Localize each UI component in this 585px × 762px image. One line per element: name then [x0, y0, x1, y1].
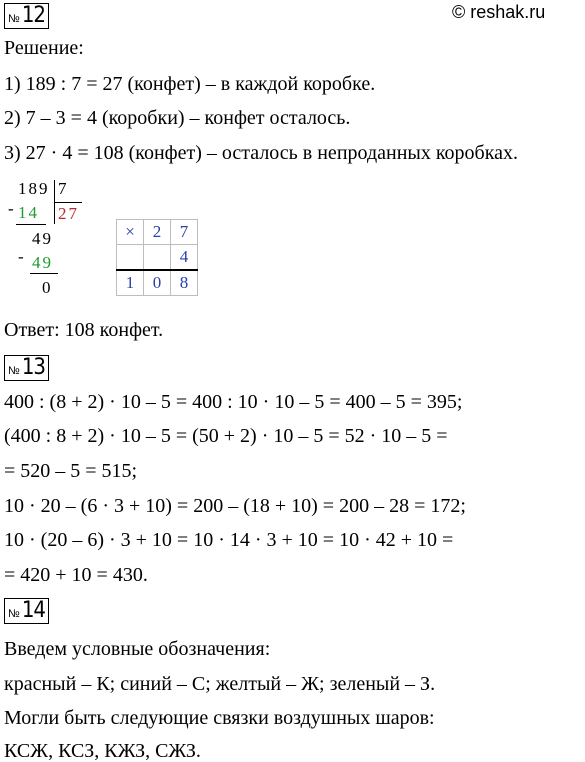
task14-line-2: красный – К; синий – С; желтый – Ж; зеленый – З. [4, 673, 436, 695]
number-sign: № [8, 13, 20, 25]
minus-sign-2: - [18, 247, 26, 266]
step-1: 1) 189 : 7 = 27 (конфет) – в каждой коробке. [4, 73, 376, 95]
product-digit-1: 1 [117, 270, 144, 296]
task13-line-2: (400 : 8 + 2) · 10 – 5 = (50 + 2) · 10 – 5 = 52 · 10 – 5 = [4, 425, 448, 447]
minus-sign-1: - [8, 199, 16, 218]
product-digit-3: 8 [171, 270, 198, 296]
multiplier-digit: 4 [171, 245, 198, 271]
task13-line-6: = 420 + 10 = 430. [4, 564, 148, 586]
step-3: 3) 27 · 4 = 108 (конфет) – осталось в непроданных коробках. [4, 142, 519, 164]
divisor: 7 [58, 179, 69, 198]
task13-line-5: 10 · (20 – 6) · 3 + 10 = 10 · 14 · 3 + 10 = 10 · 42 + 10 = [4, 529, 454, 551]
task-14-badge [4, 598, 49, 624]
task-number: 12 [21, 3, 45, 28]
task-12-badge [4, 3, 49, 29]
multiplier-empty-cell [144, 245, 171, 271]
quotient: 27 [58, 204, 79, 223]
empty-cell [117, 245, 144, 271]
task-number: 13 [21, 355, 45, 380]
number-sign: № [8, 365, 20, 377]
solution-label: Решение: [4, 37, 84, 59]
task-13-badge [4, 355, 49, 381]
multiplication-grid [116, 219, 198, 296]
subtrahend-2: 49 [32, 253, 53, 272]
times-sign: × [117, 220, 144, 245]
task14-line-3: Могли быть следующие связки воздушных шаров: [4, 707, 435, 729]
task13-line-4: 10 · 20 – (6 · 3 + 10) = 200 – (18 + 10) = 200 – 28 = 172; [4, 495, 466, 517]
remainder-1: 49 [32, 229, 53, 248]
product-digit-2: 0 [144, 270, 171, 296]
subtraction-line-1 [16, 224, 46, 225]
subtraction-line-2 [30, 273, 58, 274]
step-2: 2) 7 – 3 = 4 (коробки) – конфет осталось. [4, 107, 351, 129]
long-division [0, 178, 100, 303]
multiplicand-digit-1: 2 [144, 220, 171, 245]
copyright-notice: © reshak.ru [452, 2, 546, 22]
subtrahend-1: 14 [18, 203, 39, 222]
task-number: 14 [21, 598, 45, 623]
task14-line-1: Введем условные обозначения: [4, 638, 271, 660]
remainder-2: 0 [42, 278, 53, 297]
dividend: 189 [18, 179, 50, 198]
multiplicand-digit-2: 7 [171, 220, 198, 245]
answer-12: Ответ: 108 конфет. [4, 319, 164, 341]
number-sign: № [8, 608, 20, 620]
task14-line-4: КСЖ, КСЗ, КЖЗ, СЖЗ. [4, 740, 201, 762]
divisor-underline [54, 202, 82, 203]
task13-line-1: 400 : (8 + 2) · 10 – 5 = 400 : 10 · 10 – 5 = 400 – 5 = 395; [4, 391, 463, 413]
task13-line-3: = 520 – 5 = 515; [4, 460, 138, 482]
